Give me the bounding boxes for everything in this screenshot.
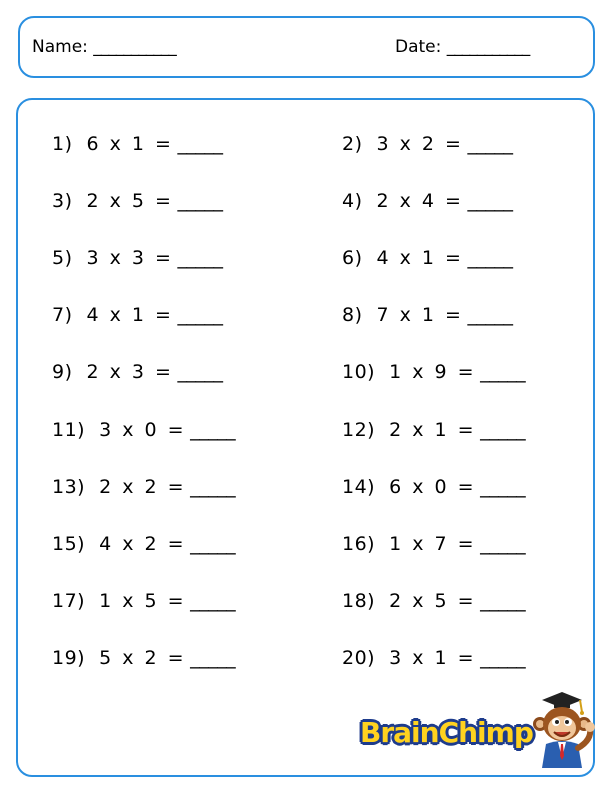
problem-item <box>52 190 222 212</box>
date-blank[interactable]: ___________ <box>446 37 530 57</box>
problem-item <box>342 361 525 383</box>
brainchimp-logo <box>360 688 600 770</box>
problem-expression: 6 x 1 = <box>86 133 172 155</box>
answer-blank[interactable]: _____ <box>480 589 526 612</box>
answer-blank[interactable]: _____ <box>480 361 526 384</box>
problem-item <box>342 133 512 155</box>
answer-blank[interactable]: _____ <box>480 532 526 555</box>
problem-expression: 4 x 2 = <box>99 532 185 555</box>
problem-number: 13) <box>52 475 86 498</box>
problem-expression: 2 x 3 = <box>86 361 172 384</box>
problem-item <box>52 419 235 441</box>
name-label: Name: <box>32 37 88 57</box>
problem-item <box>342 190 512 212</box>
problem-number: 3) <box>52 190 73 213</box>
problem-expression: 2 x 5 = <box>86 190 172 213</box>
problem-expression: 2 x 2 = <box>99 475 185 498</box>
problem-number: 19) <box>52 646 86 669</box>
problem-expression: 6 x 0 = <box>389 475 475 498</box>
problem-number: 18) <box>342 589 376 612</box>
problem-number: 6) <box>342 247 363 270</box>
problem-expression: 1 x 9 = <box>389 361 475 384</box>
answer-blank[interactable]: _____ <box>480 646 526 669</box>
monkey-graduate-icon <box>520 688 600 770</box>
answer-blank[interactable]: _____ <box>177 190 223 213</box>
answer-blank[interactable]: _____ <box>190 646 236 669</box>
answer-blank[interactable]: _____ <box>190 589 236 612</box>
problem-item <box>52 304 222 326</box>
problem-item <box>52 133 222 155</box>
problem-expression: 3 x 1 = <box>389 646 475 669</box>
problem-number: 11) <box>52 418 86 441</box>
problem-number: 5) <box>52 247 73 270</box>
answer-blank[interactable]: _____ <box>467 247 513 270</box>
answer-blank[interactable]: _____ <box>467 304 513 327</box>
problem-item <box>342 247 512 269</box>
problem-number: 2) <box>342 133 363 155</box>
problem-expression: 2 x 1 = <box>389 418 475 441</box>
problem-item <box>342 533 525 555</box>
problem-item <box>52 590 235 612</box>
problem-number: 12) <box>342 418 376 441</box>
problem-number: 15) <box>52 532 86 555</box>
answer-blank[interactable]: _____ <box>467 190 513 213</box>
name-field[interactable] <box>32 37 176 57</box>
problem-expression: 7 x 1 = <box>376 304 462 327</box>
answer-blank[interactable]: _____ <box>177 361 223 384</box>
date-field[interactable] <box>395 37 529 57</box>
problem-number: 14) <box>342 475 376 498</box>
problem-number: 17) <box>52 589 86 612</box>
problem-expression: 4 x 1 = <box>376 247 462 270</box>
answer-blank[interactable]: _____ <box>190 418 236 441</box>
problem-expression: 1 x 7 = <box>389 532 475 555</box>
answer-blank[interactable]: _____ <box>177 304 223 327</box>
answer-blank[interactable]: _____ <box>480 418 526 441</box>
logo-wordmark: BrainChimp <box>360 716 533 749</box>
problem-expression: 4 x 1 = <box>86 304 172 327</box>
problem-number: 4) <box>342 190 363 213</box>
problem-number: 10) <box>342 361 376 384</box>
problem-expression: 3 x 3 = <box>86 247 172 270</box>
problem-item <box>52 247 222 269</box>
problem-number: 7) <box>52 304 73 327</box>
problem-item <box>342 304 512 326</box>
problem-item <box>52 476 235 498</box>
name-blank[interactable]: ___________ <box>93 37 176 57</box>
problem-expression: 3 x 2 = <box>376 133 462 155</box>
problem-item <box>52 647 235 669</box>
problem-expression: 1 x 5 = <box>99 589 185 612</box>
problem-item <box>52 361 222 383</box>
problem-number: 8) <box>342 304 363 327</box>
answer-blank[interactable]: _____ <box>467 133 513 155</box>
problem-item <box>342 647 525 669</box>
problem-number: 16) <box>342 532 376 555</box>
problem-expression: 3 x 0 = <box>99 418 185 441</box>
answer-blank[interactable]: _____ <box>177 133 223 155</box>
answer-blank[interactable]: _____ <box>190 475 236 498</box>
problem-item <box>52 533 235 555</box>
problem-number: 1) <box>52 133 73 155</box>
date-label: Date: <box>395 37 442 57</box>
problem-expression: 2 x 4 = <box>376 190 462 213</box>
problem-item <box>342 476 525 498</box>
problem-expression: 2 x 5 = <box>389 589 475 612</box>
problem-number: 20) <box>342 646 376 669</box>
problem-number: 9) <box>52 361 73 384</box>
problem-item <box>342 419 525 441</box>
answer-blank[interactable]: _____ <box>190 532 236 555</box>
problem-item <box>342 590 525 612</box>
problem-expression: 5 x 2 = <box>99 646 185 669</box>
answer-blank[interactable]: _____ <box>480 475 526 498</box>
answer-blank[interactable]: _____ <box>177 247 223 270</box>
